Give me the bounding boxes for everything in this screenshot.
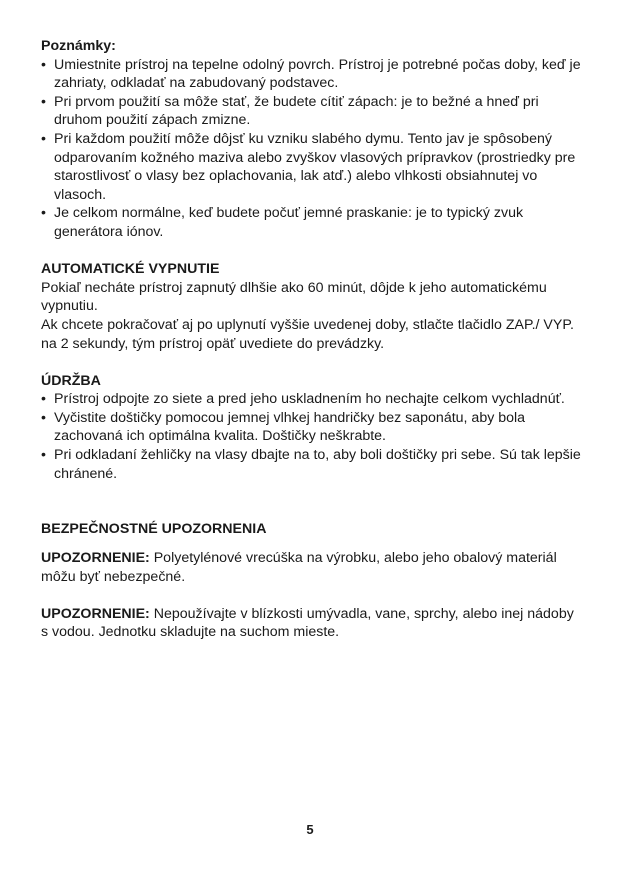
spacer: [41, 242, 581, 261]
page-number: 5: [306, 822, 314, 837]
bullet-icon: •: [41, 447, 46, 464]
list-item-text: Vyčistite doštičky pomocou jemnej vlhkej handričky bez saponátu, aby bola zachovaná ich optimálna kvalita. Doštičky neškrabte.: [54, 409, 526, 445]
notes-heading: Poznámky:: [41, 38, 116, 54]
list-item-text: Prístroj odpojte zo siete a pred jeho uskladnením ho nechajte celkom vychladnúť.: [54, 391, 565, 408]
list-item-text: Je celkom normálne, keď budete počuť jemné praskanie: je to typický zvuk generátora iónov.: [54, 205, 524, 240]
safety-section: [41, 520, 581, 642]
list-item: [41, 56, 581, 93]
notes-section: [41, 37, 581, 242]
bullet-icon: •: [41, 130, 46, 147]
spacer: [41, 353, 581, 372]
document-page: [41, 37, 581, 642]
spacer: [41, 586, 581, 605]
maintenance-heading: ÚDRŽBA: [41, 372, 101, 389]
list-item-text: Pri prvom použití sa môže stať, že budete cítiť zápach: je to bežné a hneď pri druhom použití zápach zmizne.: [54, 93, 539, 129]
bullet-icon: •: [41, 205, 46, 222]
warning-paragraph: [41, 605, 581, 642]
maintenance-section: [41, 372, 581, 484]
list-item: [41, 409, 581, 446]
warning-label: UPOZORNENIE:: [41, 550, 150, 567]
list-item-text: Pri odkladaní žehličky na vlasy dbajte na to, aby boli doštičky pri sebe. Sú tak lepšie chránené.: [54, 447, 581, 482]
bullet-icon: •: [41, 93, 46, 110]
list-item: [41, 130, 581, 204]
bullet-icon: •: [41, 56, 46, 73]
list-item-text: Pri každom použití môže dôjsť ku vzniku slabého dymu. Tento jav je spôsobený odparovaním kožného maziva alebo zvyškov vlasových prípravkov (prostriedky pre starostlivosť o vlasy bez oplachovania, lak atď.) alebo vlhkosti obsiahnutej vo vlasoch.: [54, 130, 576, 203]
list-item: [41, 390, 581, 409]
spacer: [41, 483, 581, 502]
list-item: [41, 93, 581, 130]
warning-text: Polyetylénové vrecúška na výrobku, alebo jeho obalový materiál môžu byť nebezpečné.: [41, 550, 557, 585]
auto-off-section: [41, 260, 581, 353]
list-item: [41, 446, 581, 483]
warning-label: UPOZORNENIE:: [41, 605, 150, 622]
notes-list: [41, 56, 581, 242]
spacer: [41, 502, 581, 521]
auto-off-paragraph: Pokiaľ necháte prístroj zapnutý dlhšie ako 60 minút, dôjde k jeho automatickému vypnutiu.: [41, 279, 547, 315]
maintenance-list: [41, 390, 581, 483]
spacer: [41, 539, 581, 549]
warning-paragraph: [41, 549, 581, 586]
list-item: [41, 204, 581, 241]
warning-text: Nepoužívajte v blízkosti umývadla, vane, sprchy, alebo inej nádoby s vodou. Jednotku skladujte na suchom mieste.: [41, 605, 574, 641]
auto-off-paragraph: Ak chcete pokračovať aj po uplynutí vyššie uvedenej doby, stlačte tlačidlo ZAP./ VYP. na 2 sekundy, tým prístroj opäť uvediete do prevádzky.: [41, 316, 574, 352]
bullet-icon: •: [41, 409, 46, 426]
list-item-text: Umiestnite prístroj na tepelne odolný povrch. Prístroj je potrebné počas doby, keď je zahriaty, odkladať na zabudovaný podstavec.: [54, 56, 581, 92]
safety-heading: BEZPEČNOSTNÉ UPOZORNENIA: [41, 521, 267, 538]
bullet-icon: •: [41, 391, 46, 408]
auto-off-heading: AUTOMATICKÉ VYPNUTIE: [41, 261, 220, 278]
